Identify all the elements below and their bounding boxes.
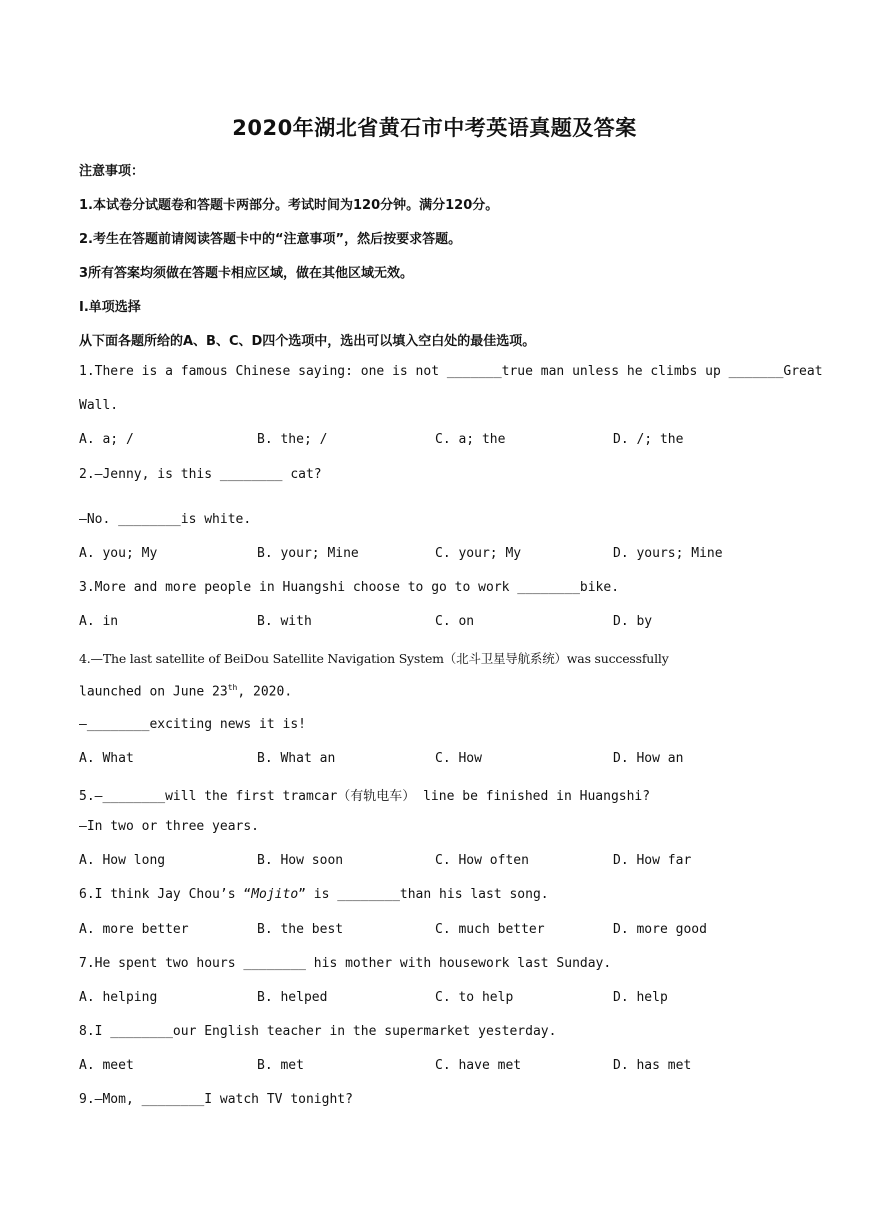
q6-stem bbox=[79, 887, 549, 902]
q3-option-c: C. on bbox=[435, 614, 475, 629]
q6-stem-a: 6.I think Jay Chou’s “ bbox=[79, 887, 252, 902]
q9-stem: 9.—Mom, ________I watch TV tonight? bbox=[79, 1092, 353, 1107]
q3-option-a: A. in bbox=[79, 614, 119, 629]
q2-option-d: D. yours; Mine bbox=[613, 546, 723, 561]
q7-option-b: B. helped bbox=[257, 990, 328, 1005]
q3-options bbox=[79, 614, 791, 629]
q3-option-b: B. with bbox=[257, 614, 312, 629]
q5-option-c: C. How often bbox=[435, 853, 529, 868]
q6-option-b: B. the best bbox=[257, 922, 344, 937]
q1-option-b: B. the; / bbox=[257, 432, 328, 447]
q4-date-a: launched on June 23 bbox=[79, 684, 228, 700]
q2-stem-b: , is this ________ cat? bbox=[141, 467, 322, 482]
q5-option-d: D. How far bbox=[613, 853, 692, 868]
q1-stem: 1.There is a famous Chinese saying: one is not _______true man unless he climbs up _______Great bbox=[79, 364, 823, 379]
notice-item-3: 3所有答案均须做在答题卡相应区域，做在其他区域无效。 bbox=[79, 266, 414, 281]
q7-option-c: C. to help bbox=[435, 990, 514, 1005]
q4-option-b: B. What an bbox=[257, 751, 336, 766]
q7-stem: 7.He spent two hours ________ his mother with housework last Sunday. bbox=[79, 956, 612, 971]
section-heading: I.单项选择 bbox=[79, 300, 141, 315]
q6-option-a: A. more better bbox=[79, 922, 189, 937]
q7-option-d: D. help bbox=[613, 990, 668, 1005]
q2-stem bbox=[79, 467, 322, 482]
q4-option-a: A. What bbox=[79, 751, 134, 766]
notice-item-1: 1.本试卷分试题卷和答题卡两部分。考试时间为120分钟。满分120分。 bbox=[79, 198, 499, 213]
q4-options bbox=[79, 751, 791, 766]
q4-option-d: D. How an bbox=[613, 751, 684, 766]
q8-options bbox=[79, 1058, 791, 1073]
q5-option-b: B. How soon bbox=[257, 853, 344, 868]
q1-stem-cont: Wall. bbox=[79, 398, 119, 413]
q7-option-a: A. helping bbox=[79, 990, 158, 1005]
q4-date-b: , 2020. bbox=[237, 684, 293, 700]
page-title: 2020年湖北省黄石市中考英语真题及答案 bbox=[232, 116, 637, 140]
q2-stem-a: 2.—Jenny bbox=[79, 467, 142, 482]
q6-song-title: Mojito bbox=[251, 887, 299, 902]
q2-option-a: A. you; My bbox=[79, 546, 158, 561]
q6-options bbox=[79, 922, 791, 937]
q4-option-c: C. How bbox=[435, 751, 482, 766]
q5-reply: —In two or three years. bbox=[79, 819, 260, 834]
q1-option-a: A. a; / bbox=[79, 432, 134, 447]
q4-stem: 4.—The last satellite of BeiDou Satellite Navigation System（北斗卫星导航系统）was successfully bbox=[79, 651, 669, 666]
q4-date-sup: th bbox=[227, 683, 238, 692]
q6-option-c: C. much better bbox=[435, 922, 545, 937]
q2-option-b: B. your; Mine bbox=[257, 546, 359, 561]
q2-option-c: C. your; My bbox=[435, 546, 522, 561]
q2-options bbox=[79, 546, 791, 561]
q5-options bbox=[79, 853, 791, 868]
q4-reply: —________exciting news it is! bbox=[79, 717, 306, 732]
q8-option-d: D. has met bbox=[613, 1058, 692, 1073]
q6-stem-b: ” is ________than his last song. bbox=[298, 887, 549, 902]
notice-item-2: 2.考生在答题前请阅读答题卡中的“注意事项”，然后按要求答题。 bbox=[79, 232, 462, 247]
q1-options bbox=[79, 432, 791, 447]
q6-option-d: D. more good bbox=[613, 922, 707, 937]
q5-option-a: A. How long bbox=[79, 853, 166, 868]
q3-option-d: D. by bbox=[613, 614, 653, 629]
q8-option-c: C. have met bbox=[435, 1058, 522, 1073]
q1-option-c: C. a; the bbox=[435, 432, 506, 447]
q8-option-a: A. meet bbox=[79, 1058, 134, 1073]
q3-stem: 3.More and more people in Huangshi choose to go to work ________bike. bbox=[79, 580, 620, 595]
notice-heading: 注意事项： bbox=[79, 164, 145, 179]
q4-stem-cont bbox=[79, 683, 292, 699]
q7-options bbox=[79, 990, 791, 1005]
q8-option-b: B. met bbox=[257, 1058, 304, 1073]
q8-stem: 8.I ________our English teacher in the supermarket yesterday. bbox=[79, 1024, 557, 1039]
q1-option-d: D. /; the bbox=[613, 432, 684, 447]
q2-stem-cont: —No. ________is white. bbox=[79, 512, 252, 527]
q5-stem: 5.—________will the first tramcar（有轨电车） line be finished in Huangshi? bbox=[79, 789, 651, 804]
section-instruction: 从下面各题所给的A、B、C、D四个选项中，选出可以填入空白处的最佳选项。 bbox=[79, 334, 536, 349]
